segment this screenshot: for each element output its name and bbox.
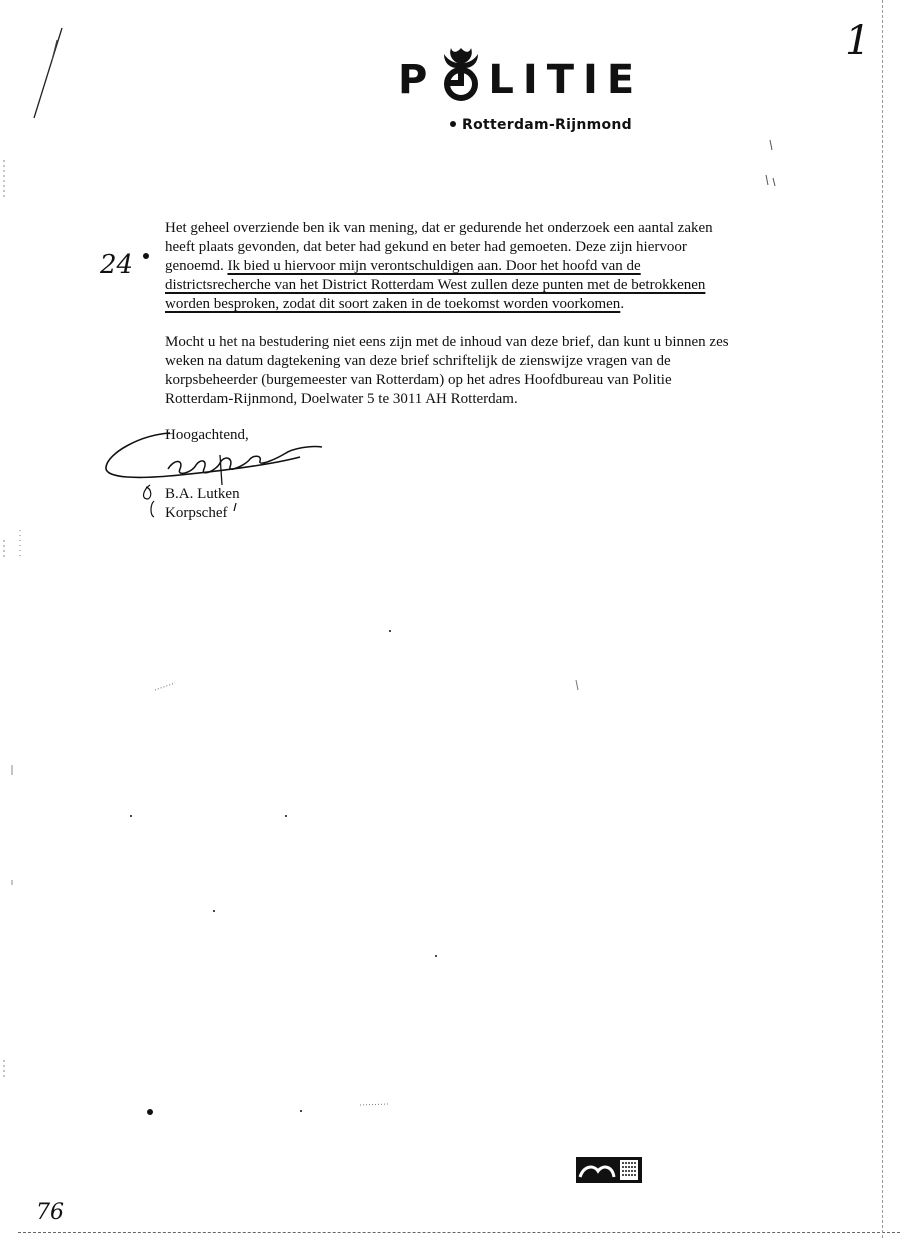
logo-letter-i: I [522, 57, 547, 103]
paragraph-line: Het geheel overziende ben ik van mening, dat er gedurende het onderzoek een aantal zaken [165, 220, 713, 236]
politie-logo [398, 52, 643, 108]
logo-letter-l: L [488, 57, 523, 103]
logo-letter-p: P [398, 57, 437, 103]
logo-letter-t: T [546, 57, 584, 103]
region-name [450, 117, 632, 133]
body-paragraph-1 [165, 219, 785, 314]
signatory-title: Korpschef [165, 505, 228, 521]
paragraph-line: weken na datum dagtekening van deze brief schriftelijk de zienswijze vragen van de [165, 353, 671, 369]
page-bottom-edge [18, 1232, 900, 1234]
scan-speck [285, 815, 287, 817]
paragraph-text: genoemd. [165, 258, 228, 274]
logo-letter-e: E [606, 57, 644, 103]
signatory-name: B.A. Lutken [165, 486, 240, 502]
margin-bullet-icon [143, 253, 149, 259]
scan-speck [147, 1109, 153, 1115]
page-right-edge [882, 0, 884, 1238]
underlined-text: worden besproken, zodat dit soort zaken in de toekomst worden voorkomen [165, 296, 621, 312]
scan-speck [435, 955, 437, 957]
footer-stamp-logo-icon [576, 1157, 642, 1183]
paragraph-text: . [620, 296, 625, 312]
handwritten-footer-number: 76 [36, 1200, 64, 1225]
paragraph-line: Mocht u het na bestudering niet eens zijn met de inhoud van deze brief, dan kunt u binnen zes [165, 334, 729, 350]
paragraph-line: korpsbeheerder (burgemeester van Rotterdam) op het adres Hoofdbureau van Politie [165, 372, 672, 388]
scan-speck [300, 1110, 302, 1112]
logo-letter-i-2: I [583, 57, 607, 103]
underlined-text: Ik bied u hiervoor mijn verontschuldigen aan. Door het hoofd van de [227, 258, 641, 274]
body-paragraph-2 [165, 333, 785, 409]
underlined-text: districtsrecherche van het District Rotterdam West zullen deze punten met de betrokkenen [165, 277, 706, 293]
region-label: Rotterdam-Rijnmond [462, 117, 632, 133]
region-bullet-icon [450, 121, 456, 127]
paragraph-line [165, 295, 785, 314]
paragraph-line: Rotterdam-Rijnmond, Doelwater 5 te 3011 AH Rotterdam. [165, 391, 518, 407]
paragraph-line [165, 257, 785, 276]
signatory-block [165, 485, 240, 523]
scan-speck [130, 815, 132, 817]
handwritten-page-mark: 1 [845, 18, 871, 64]
closing-salutation: Hoogachtend, [165, 427, 249, 443]
handwritten-margin-number: 24 [100, 250, 134, 280]
paragraph-line: heeft plaats gevonden, dat beter had gekund en beter had gemoeten. Deze zijn hiervoor [165, 239, 687, 255]
police-emblem-icon [438, 46, 484, 102]
scan-speck [389, 630, 391, 632]
scan-speck [213, 910, 215, 912]
